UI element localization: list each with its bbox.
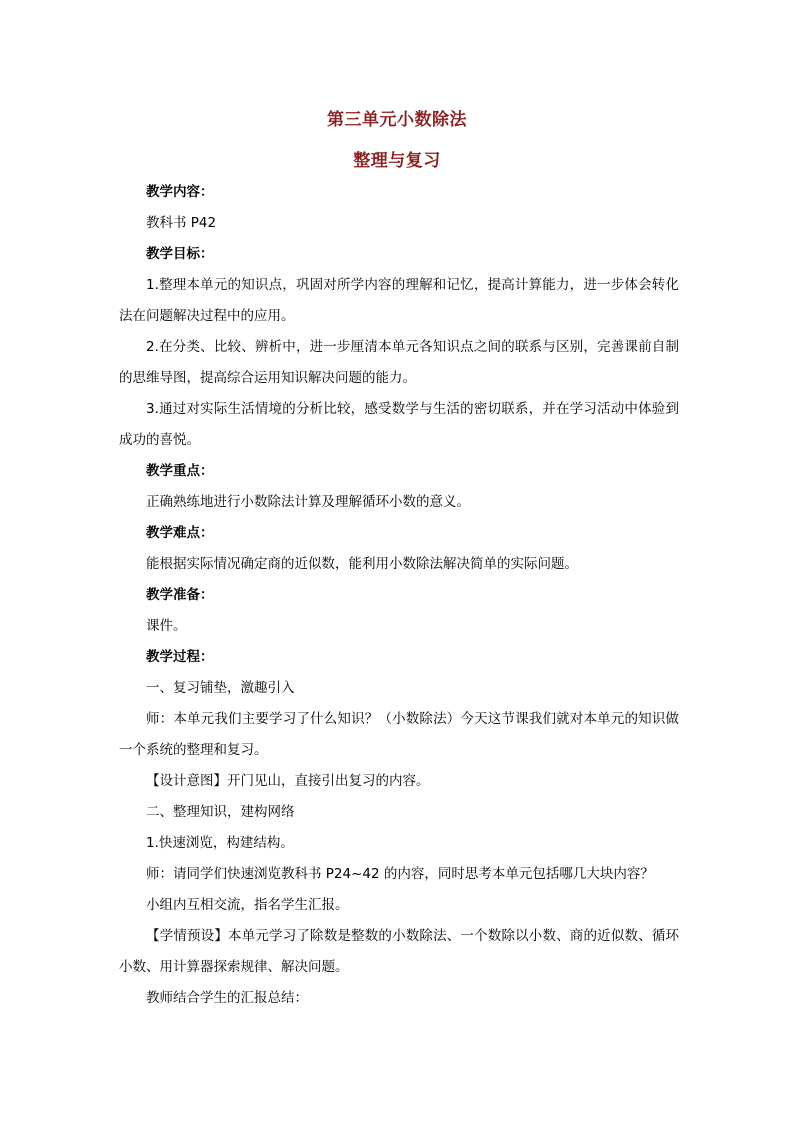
paragraph: 师：请同学们快速浏览教科书 P24~42 的内容，同时思考本单元包括哪几大块内容？ <box>146 866 654 882</box>
document-body <box>119 177 679 1014</box>
paragraph: 能根据实际情况确定商的近似数，能利用小数除法解决简单的实际问题。 <box>146 556 578 572</box>
paragraph: 师：本单元我们主要学习了什么知识？（小数除法）今天这节课我们就对本单元的知识做一个系统的整理和复习。 <box>119 711 679 758</box>
paragraph: 教师结合学生的汇报总结： <box>146 990 308 1006</box>
paragraph: 小组内互相交流，指名学生汇报。 <box>146 897 349 913</box>
paragraph: 【学情预设】本单元学习了除数是整数的小数除法、一个数除以小数、商的近似数、循环小数、用计算器探索规律、解决问题。 <box>119 928 679 975</box>
paragraph: 1.快速浏览，构建结构。 <box>146 835 294 851</box>
paragraph: 课件。 <box>146 618 187 634</box>
section-heading: 教学内容： <box>146 184 214 200</box>
paragraph: 【设计意图】开门见山，直接引出复习的内容。 <box>146 773 430 789</box>
paragraph: 一、复习铺垫，激趣引入 <box>146 680 295 696</box>
paragraph: 二、整理知识，建构网络 <box>146 804 295 820</box>
section-heading: 教学难点： <box>146 525 214 541</box>
paragraph: 1.整理本单元的知识点，巩固对所学内容的理解和记忆，提高计算能力，进一步体会转化法在问题解决过程中的应用。 <box>119 277 679 324</box>
section-heading: 教学重点： <box>146 463 214 479</box>
section-heading: 教学目标： <box>146 246 214 262</box>
section-heading: 教学准备： <box>146 587 214 603</box>
paragraph: 2.在分类、比较、辨析中，进一步厘清本单元各知识点之间的联系与区别，完善课前自制的思维导图，提高综合运用知识解决问题的能力。 <box>119 339 679 386</box>
document-subtitle: 整理与复习 <box>353 151 441 171</box>
paragraph: 3.通过对实际生活情境的分析比较，感受数学与生活的密切联系，并在学习活动中体验到成功的喜悦。 <box>119 401 679 448</box>
section-heading: 教学过程： <box>146 649 214 665</box>
paragraph: 教科书 P42 <box>146 215 217 231</box>
document-title: 第三单元小数除法 <box>327 110 467 130</box>
paragraph: 正确熟练地进行小数除法计算及理解循环小数的意义。 <box>146 494 470 510</box>
